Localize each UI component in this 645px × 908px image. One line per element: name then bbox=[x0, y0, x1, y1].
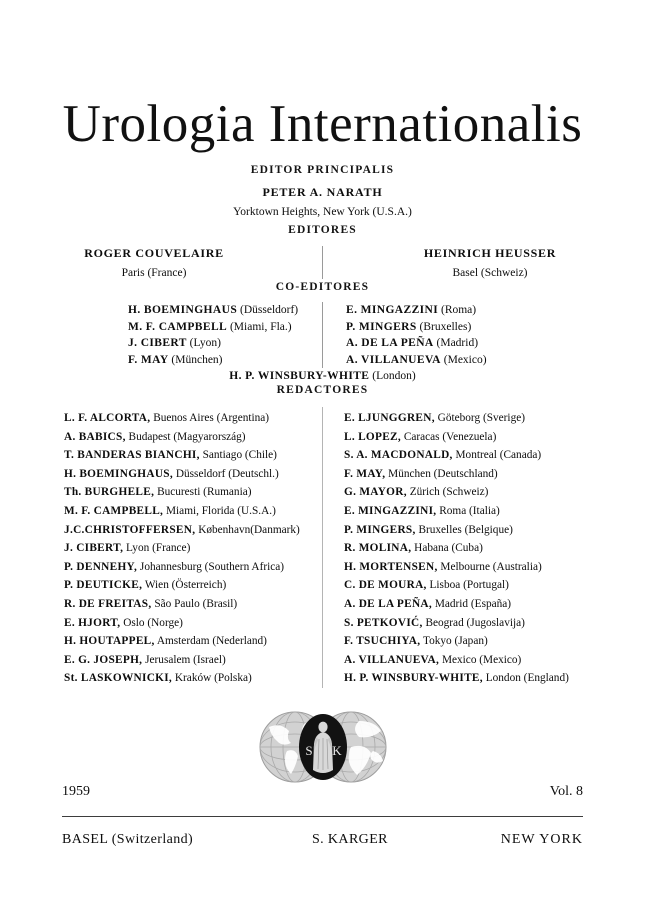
redactor-name: E. HJORT, bbox=[64, 616, 121, 629]
redactores-columns bbox=[0, 409, 645, 688]
karger-globes-logo-icon bbox=[247, 707, 399, 787]
list-item bbox=[64, 521, 316, 540]
list-item bbox=[64, 576, 316, 595]
redactor-name: F. TSUCHIYA, bbox=[344, 635, 421, 648]
redactor-place: Lisboa (Portugal) bbox=[429, 579, 509, 592]
footer-divider bbox=[62, 816, 583, 817]
redactor-name: G. MAYOR, bbox=[344, 486, 407, 499]
redactores-column-right bbox=[322, 409, 644, 688]
list-item bbox=[64, 558, 316, 577]
coeditor-name: H. P. WINSBURY-WHITE bbox=[229, 370, 370, 382]
redactor-name: H. P. WINSBURY-WHITE, bbox=[344, 672, 483, 685]
redactor-place: Johannesburg (Southern Africa) bbox=[139, 560, 285, 573]
coeditor-name: J. CIBERT bbox=[128, 337, 187, 349]
redactor-place: Buenos Aires (Argentina) bbox=[153, 412, 270, 424]
redactor-name: E. G. JOSEPH, bbox=[64, 653, 143, 666]
list-item bbox=[64, 502, 316, 521]
imprint-place-left: BASEL (Switzerland) bbox=[62, 832, 194, 847]
redactor-place: Melbourne (Australia) bbox=[440, 560, 542, 573]
coeditor-place: (Miami, Fla.) bbox=[229, 320, 292, 333]
redactor-place: Oslo (Norge) bbox=[123, 616, 183, 629]
list-item bbox=[64, 465, 316, 484]
list-item bbox=[128, 335, 322, 352]
list-item bbox=[64, 632, 316, 651]
list-item bbox=[344, 465, 638, 484]
redactor-name: R. DE FREITAS, bbox=[64, 597, 152, 610]
redactor-name: H. HOUTAPPEL, bbox=[64, 635, 155, 648]
list-item bbox=[344, 409, 638, 428]
editor-name: ROGER COUVELAIRE bbox=[84, 246, 224, 260]
coeditor-place: (Roma) bbox=[440, 304, 477, 316]
redactor-name: F. MAY, bbox=[344, 467, 386, 480]
coeditor-name: F. MAY bbox=[128, 353, 169, 366]
list-item bbox=[344, 446, 638, 465]
coeditor-place: (Bruxelles) bbox=[419, 320, 472, 333]
redactor-place: Montreal (Canada) bbox=[455, 449, 542, 462]
page-title: Urologia Internationalis bbox=[62, 95, 583, 153]
redactor-name: Th. BURGHELE, bbox=[64, 486, 155, 499]
list-item bbox=[64, 669, 316, 688]
coeditores-footer-item bbox=[0, 370, 645, 382]
coeditor-place: (Düsseldorf) bbox=[240, 304, 299, 316]
coeditor-name: P. MINGERS bbox=[346, 320, 417, 333]
redactor-name: A. BABICS, bbox=[64, 430, 126, 443]
list-item bbox=[344, 428, 638, 447]
redactor-place: Bruxelles (Belgique) bbox=[418, 523, 513, 536]
redactor-place: Santiago (Chile) bbox=[202, 449, 277, 462]
coeditor-name: H. BOEMINGHAUS bbox=[128, 304, 238, 316]
coeditores-columns bbox=[0, 302, 645, 368]
redactor-name: L. F. ALCORTA, bbox=[64, 412, 151, 424]
redactor-place: Miami, Florida (U.S.A.) bbox=[166, 504, 276, 517]
redactor-place: Caracas (Venezuela) bbox=[403, 430, 497, 443]
editor-principalis-affiliation: Yorktown Heights, New York (U.S.A.) bbox=[233, 206, 412, 218]
redactor-place: Düsseldorf (Deutschl.) bbox=[175, 467, 279, 480]
redactor-place: Madrid (España) bbox=[434, 597, 512, 610]
coeditor-place: (London) bbox=[372, 370, 416, 382]
editor-principalis-block bbox=[0, 164, 645, 218]
redactor-name: S. A. MACDONALD, bbox=[344, 449, 453, 462]
coeditor-name: A. DE LA PEÑA bbox=[346, 337, 434, 349]
redactor-place: Bucuresti (Rumania) bbox=[157, 486, 252, 499]
year-label: 1959 bbox=[62, 784, 90, 799]
coeditor-place: (Madrid) bbox=[436, 337, 479, 349]
list-item bbox=[346, 319, 644, 336]
list-item bbox=[344, 651, 638, 670]
editor-principalis-name: PETER A. NARATH bbox=[262, 185, 383, 199]
coeditor-place: (Lyon) bbox=[189, 337, 221, 349]
redactor-place: Roma (Italia) bbox=[439, 504, 500, 517]
list-item bbox=[64, 539, 316, 558]
list-item bbox=[64, 446, 316, 465]
redactor-place: London (England) bbox=[485, 672, 569, 685]
list-item bbox=[346, 352, 644, 369]
list-item bbox=[64, 409, 316, 428]
redactor-name: S. PETKOVIĆ, bbox=[344, 616, 423, 629]
redactor-name: H. MORTENSEN, bbox=[344, 560, 438, 573]
imprint-place-right: NEW YORK bbox=[500, 832, 583, 847]
editores-column-right bbox=[322, 246, 644, 279]
redactor-place: Göteborg (Sverige) bbox=[437, 412, 525, 424]
redactor-name: T. BANDERAS BIANCHI, bbox=[64, 449, 200, 462]
redactor-place: Amsterdam (Nederland) bbox=[156, 635, 267, 648]
editor-affiliation: Basel (Schweiz) bbox=[452, 267, 528, 279]
list-item bbox=[344, 539, 638, 558]
redactor-place: Wien (Österreich) bbox=[144, 579, 227, 592]
redactor-name: A. VILLANUEVA, bbox=[344, 653, 440, 666]
redactor-place: São Paulo (Brasil) bbox=[154, 597, 238, 610]
redactor-place: København(Danmark) bbox=[198, 523, 300, 536]
coeditor-name: E. MINGAZZINI bbox=[346, 304, 439, 316]
list-item bbox=[128, 352, 322, 369]
redactor-name: P. MINGERS, bbox=[344, 523, 416, 536]
logo-initial-left: S bbox=[305, 743, 313, 758]
redactor-name: P. DENNEHY, bbox=[64, 560, 138, 573]
list-item bbox=[344, 558, 638, 577]
list-item bbox=[344, 502, 638, 521]
list-item bbox=[344, 483, 638, 502]
redactor-place: Jerusalem (Israel) bbox=[145, 653, 226, 666]
redactor-name: A. DE LA PEÑA, bbox=[344, 597, 432, 610]
redactor-name: H. BOEMINGHAUS, bbox=[64, 467, 174, 480]
list-item bbox=[346, 302, 644, 319]
redactores-column-left bbox=[0, 409, 322, 688]
redactor-place: Tokyo (Japan) bbox=[422, 635, 488, 648]
column-divider bbox=[322, 302, 323, 368]
list-item bbox=[64, 428, 316, 447]
redactor-name: L. LOPEZ, bbox=[344, 430, 401, 443]
list-item bbox=[344, 632, 638, 651]
editor-name: HEINRICH HEUSSER bbox=[423, 246, 557, 260]
list-item bbox=[344, 614, 638, 633]
redactor-name: M. F. CAMPBELL, bbox=[64, 504, 164, 517]
list-item bbox=[64, 651, 316, 670]
redactor-place: Kraków (Polska) bbox=[174, 672, 252, 685]
column-divider bbox=[322, 246, 323, 279]
coeditor-place: (München) bbox=[171, 353, 223, 366]
redactor-place: Budapest (Magyarország) bbox=[128, 430, 246, 443]
coeditores-block bbox=[0, 281, 645, 382]
list-item bbox=[344, 595, 638, 614]
editor-principalis-heading: EDITOR PRINCIPALIS bbox=[250, 164, 395, 176]
imprint-row bbox=[62, 832, 583, 848]
redactor-name: C. DE MOURA, bbox=[344, 579, 427, 592]
editores-columns bbox=[0, 246, 645, 279]
redactores-heading: REDACTORES bbox=[276, 384, 369, 396]
year-volume-row bbox=[62, 784, 583, 800]
coeditor-name: M. F. CAMPBELL bbox=[128, 320, 228, 333]
coeditor-place: (Mexico) bbox=[443, 353, 487, 366]
redactor-place: Lyon (France) bbox=[126, 542, 191, 555]
column-divider bbox=[322, 407, 323, 688]
volume-label: Vol. 8 bbox=[549, 784, 583, 799]
redactor-place: Habana (Cuba) bbox=[414, 542, 483, 555]
list-item bbox=[344, 576, 638, 595]
list-item bbox=[128, 302, 322, 319]
list-item bbox=[64, 595, 316, 614]
redactor-name: E. MINGAZZINI, bbox=[344, 504, 437, 517]
list-item bbox=[344, 669, 638, 688]
coeditores-column-right bbox=[322, 302, 644, 368]
list-item bbox=[346, 335, 644, 352]
coeditores-column-left bbox=[0, 302, 322, 368]
imprint-publisher: S. KARGER bbox=[311, 832, 388, 847]
editores-heading: EDITORES bbox=[288, 224, 357, 236]
redactor-name: St. LASKOWNICKI, bbox=[64, 672, 173, 685]
editores-column-left bbox=[0, 246, 322, 279]
redactor-place: Zürich (Schweiz) bbox=[409, 486, 489, 499]
editor-affiliation: Paris (France) bbox=[121, 267, 187, 279]
redactor-name: E. LJUNGGREN, bbox=[344, 412, 435, 424]
logo-initial-right: K bbox=[332, 743, 342, 758]
redactor-place: Beograd (Jugoslavija) bbox=[425, 616, 525, 629]
redactor-place: Mexico (Mexico) bbox=[441, 653, 522, 666]
coeditores-heading: CO-EDITORES bbox=[275, 281, 370, 293]
redactor-place: München (Deutschland) bbox=[388, 467, 498, 480]
redactor-name: R. MOLINA, bbox=[344, 542, 412, 555]
list-item bbox=[64, 614, 316, 633]
list-item bbox=[64, 483, 316, 502]
list-item bbox=[344, 521, 638, 540]
redactor-name: P. DEUTICKE, bbox=[64, 579, 143, 592]
redactor-name: J.C.CHRISTOFFERSEN, bbox=[64, 523, 196, 536]
redactor-name: J. CIBERT, bbox=[64, 542, 124, 555]
coeditor-name: A. VILLANUEVA bbox=[346, 353, 441, 366]
list-item bbox=[128, 319, 322, 336]
editores-block bbox=[0, 224, 645, 279]
redactores-block bbox=[0, 384, 645, 688]
